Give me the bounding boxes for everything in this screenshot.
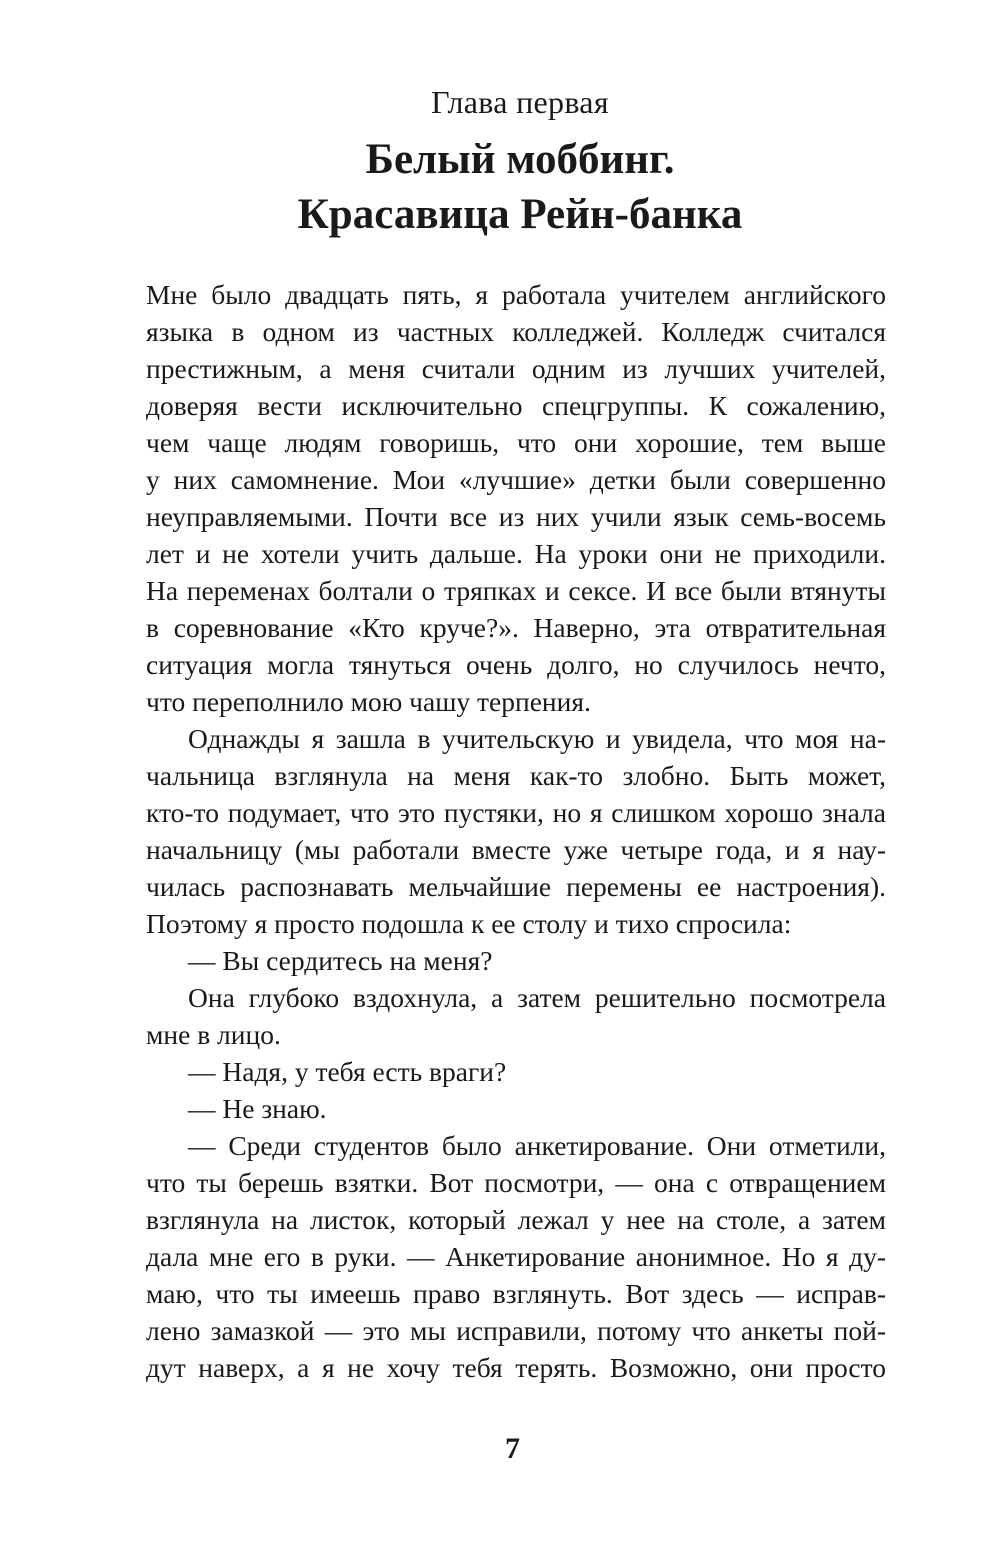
text-line: лено замазкой — это мы исправили, потому что анкеты пой- [146,1315,886,1346]
text-line: — Вы сердитесь на меня? [188,945,493,976]
body-text [146,276,886,1386]
page-number: 7 [505,1432,520,1465]
text-line: что ты берешь взятки. Вот посмотри, — она с отвращением [146,1167,886,1198]
text-line: кто-то подумает, что это пустяки, но я слишком хорошо знала [146,797,886,828]
text-line: Она глубоко вздохнула, а затем решительно посмотрела [188,982,886,1013]
text-line: чилась распознавать мельчайшие перемены ее настроения). [146,871,886,902]
text-line: у них самомнение. Мои «лучшие» детки были совершенно [146,464,886,495]
text-line: Однажды я зашла в учительскую и увидела, что моя на- [188,723,886,754]
chapter-title [0,132,1000,242]
text-line: чем чаще людям говоришь, что они хорошие, тем выше [146,427,886,458]
chapter-title-line-1: Белый моббинг. [365,136,675,183]
text-line: ситуация могла тянуться очень долго, но случилось нечто, [146,649,886,680]
text-line: На переменах болтали о тряпках и сексе. И все были втянуты [146,575,886,606]
text-line: дала мне его в руки. — Анкетирование анонимное. Но я ду- [146,1241,886,1272]
text-line: в соревнование «Кто круче?». Наверно, эта отвратительная [146,612,886,643]
text-line: неуправляемыми. Почти все из них учили язык семь-восемь [146,501,886,532]
text-line: — Надя, у тебя есть враги? [188,1056,507,1087]
text-line: начальницу (мы работали вместе уже четыре года, и я нау- [146,834,886,865]
text-line: мне в лицо. [146,1019,281,1050]
text-line: лет и не хотели учить дальше. На уроки они не приходили. [146,538,886,569]
text-line: языка в одном из частных колледжей. Колледж считался [146,316,886,347]
text-line: престижным, а меня считали одним из лучших учителей, [146,353,886,384]
text-line: доверяя вести исключительно спецгруппы. К сожалению, [146,390,886,421]
text-line: Мне было двадцать пять, я работала учителем английского [146,279,886,310]
text-line: чальница взглянула на меня как-то злобно. Быть может, [146,760,886,791]
text-line: — Среди студентов было анкетирование. Они отметили, [188,1130,886,1161]
text-line: дут наверх, а я не хочу тебя терять. Возможно, они просто [146,1352,886,1383]
chapter-label: Глава первая [431,84,609,120]
chapter-title-line-2: Красавица Рейн-банка [297,191,743,238]
text-line: — Не знаю. [188,1093,327,1124]
text-line: взглянула на листок, который лежал у нее на столе, а затем [146,1204,886,1235]
text-line: что переполнило мою чашу терпения. [146,686,591,717]
text-line: Поэтому я просто подошла к ее столу и тихо спросила: [146,908,792,939]
text-line: маю, что ты имеешь право взглянуть. Вот здесь — исправ- [146,1278,886,1309]
